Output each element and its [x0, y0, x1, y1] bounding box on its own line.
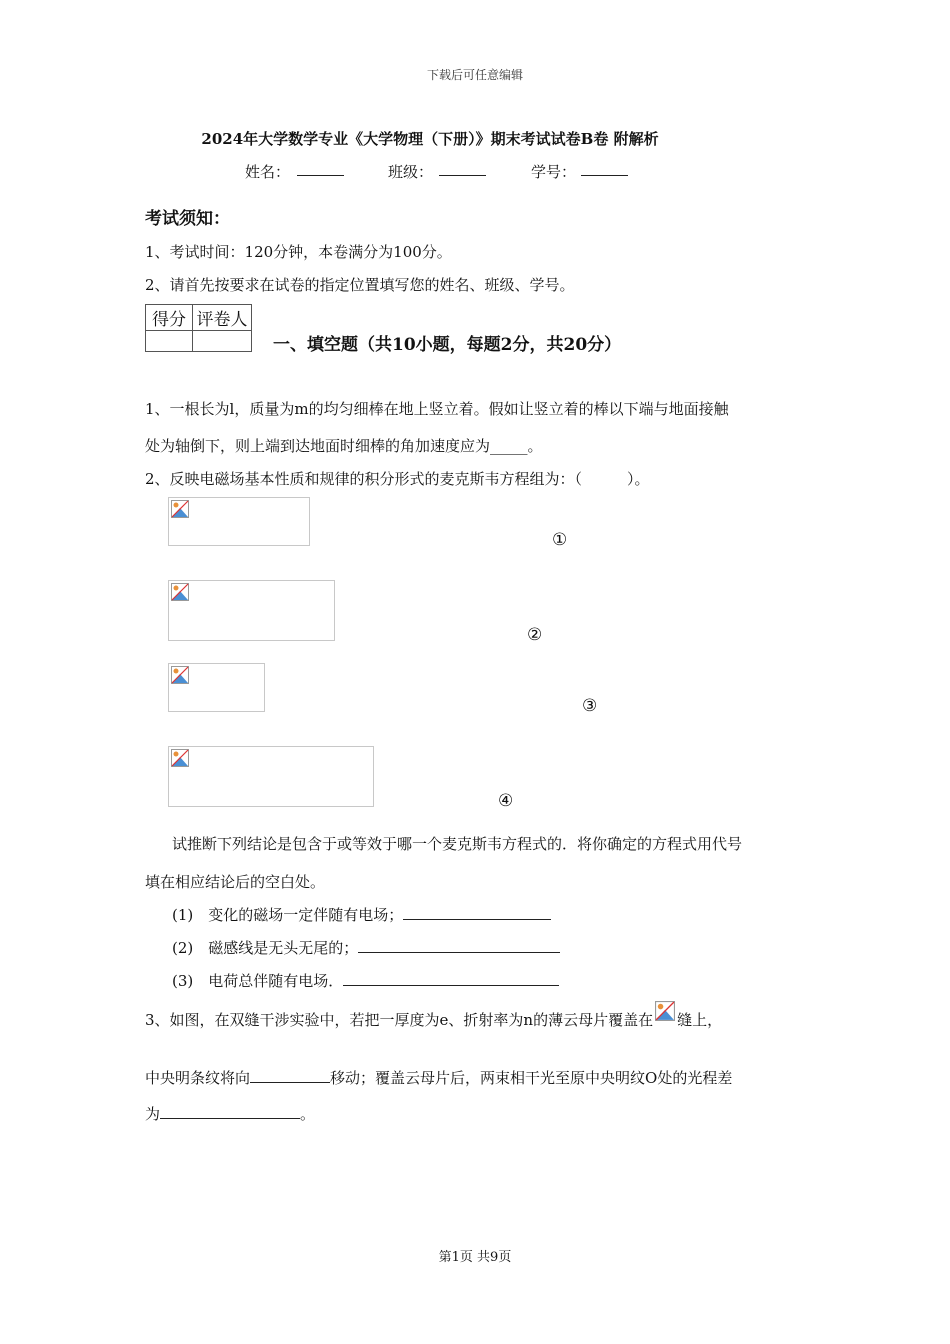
question-1-line-2: 处为轴倒下，则上端到达地面时细棒的角加速度应为_____。	[145, 437, 543, 455]
class-label: 班级：	[388, 163, 434, 181]
question-2-line-1: 2、反映电磁场基本性质和规律的积分形式的麦克斯韦方程组为：（ ）。	[145, 470, 650, 488]
score-header: 得分	[146, 305, 193, 331]
sub-question-1-blank[interactable]	[403, 905, 551, 920]
broken-image-icon	[171, 666, 189, 684]
question-3-text-a: 3、如图，在双缝干涉实验中，若把一厚度为e、折射率为n的薄云母片覆盖在	[145, 1011, 654, 1029]
student-id-field[interactable]	[581, 161, 628, 180]
sub-question-2-text: (2) 磁感线是无头无尾的；	[172, 939, 359, 957]
sub-question-2-blank[interactable]	[358, 938, 560, 953]
question-3-line-2	[145, 1067, 732, 1088]
question-3-text-f: 。	[300, 1105, 316, 1123]
question-3-blank-1[interactable]	[250, 1068, 330, 1083]
sub-question-1-text: (1) 变化的磁场一定伴随有电场；	[172, 906, 404, 924]
equation-4-label: ④	[498, 791, 514, 811]
question-3-line-1	[145, 1007, 722, 1030]
sub-question-3-blank[interactable]	[343, 971, 559, 986]
score-table	[145, 304, 252, 352]
broken-image-icon	[171, 749, 189, 767]
equation-2-label: ②	[527, 625, 543, 645]
question-3-line-3	[145, 1103, 315, 1124]
header-note: 下载后可任意编辑	[426, 68, 523, 82]
sub-question-2	[172, 937, 560, 958]
student-id-label: 学号：	[531, 163, 577, 181]
question-3-text-e: 为	[145, 1105, 161, 1123]
class-field[interactable]	[439, 161, 486, 180]
instruction-item: 1、考试时间：120分钟，本卷满分为100分。	[145, 243, 452, 261]
question-1-line-1: 1、一根长为l，质量为m的均匀细棒在地上竖立着。假如让竖立着的棒以下端与地面接触	[145, 400, 729, 418]
broken-image-icon	[171, 583, 189, 601]
broken-image-icon	[171, 500, 189, 518]
equation-1-image	[168, 497, 310, 546]
equation-3-label: ③	[582, 696, 598, 716]
broken-image-icon	[655, 1001, 675, 1021]
sub-question-1	[172, 904, 551, 925]
equation-3-image	[168, 663, 265, 712]
question-3-blank-2[interactable]	[160, 1104, 300, 1119]
question-3-text-b: 缝上，	[677, 1011, 723, 1029]
equation-2-image	[168, 580, 335, 641]
page-footer: 第1页 共9页	[438, 1250, 512, 1265]
sub-question-3	[172, 970, 559, 991]
equation-1-label: ①	[552, 530, 568, 550]
equation-4-image	[168, 746, 374, 807]
exam-title: 2024年大学数学专业《大学物理（下册）》期末考试试卷B卷 附解析	[201, 130, 659, 148]
slit-image	[653, 1007, 677, 1029]
name-field[interactable]	[297, 161, 344, 180]
grader-header: 评卷人	[193, 305, 252, 331]
section-title: 一、填空题（共10小题，每题2分，共20分）	[273, 335, 622, 355]
name-label: 姓名：	[245, 163, 291, 181]
question-3-text-c: 中央明条纹将向	[145, 1069, 251, 1087]
question-2-body-line-1: 试推断下列结论是包含于或等效于哪一个麦克斯韦方程式的．将你确定的方程式用代号	[172, 835, 743, 853]
grader-cell[interactable]	[193, 331, 252, 352]
instruction-item: 2、请首先按要求在试卷的指定位置填写您的姓名、班级、学号。	[145, 276, 575, 294]
score-cell[interactable]	[146, 331, 193, 352]
instructions-heading: 考试须知：	[145, 209, 230, 229]
question-2-body-line-2: 填在相应结论后的空白处。	[145, 873, 326, 891]
question-3-text-d: 移动；覆盖云母片后，两束相干光至原中央明纹O处的光程差	[330, 1069, 733, 1087]
sub-question-3-text: (3) 电荷总伴随有电场．	[172, 972, 344, 990]
